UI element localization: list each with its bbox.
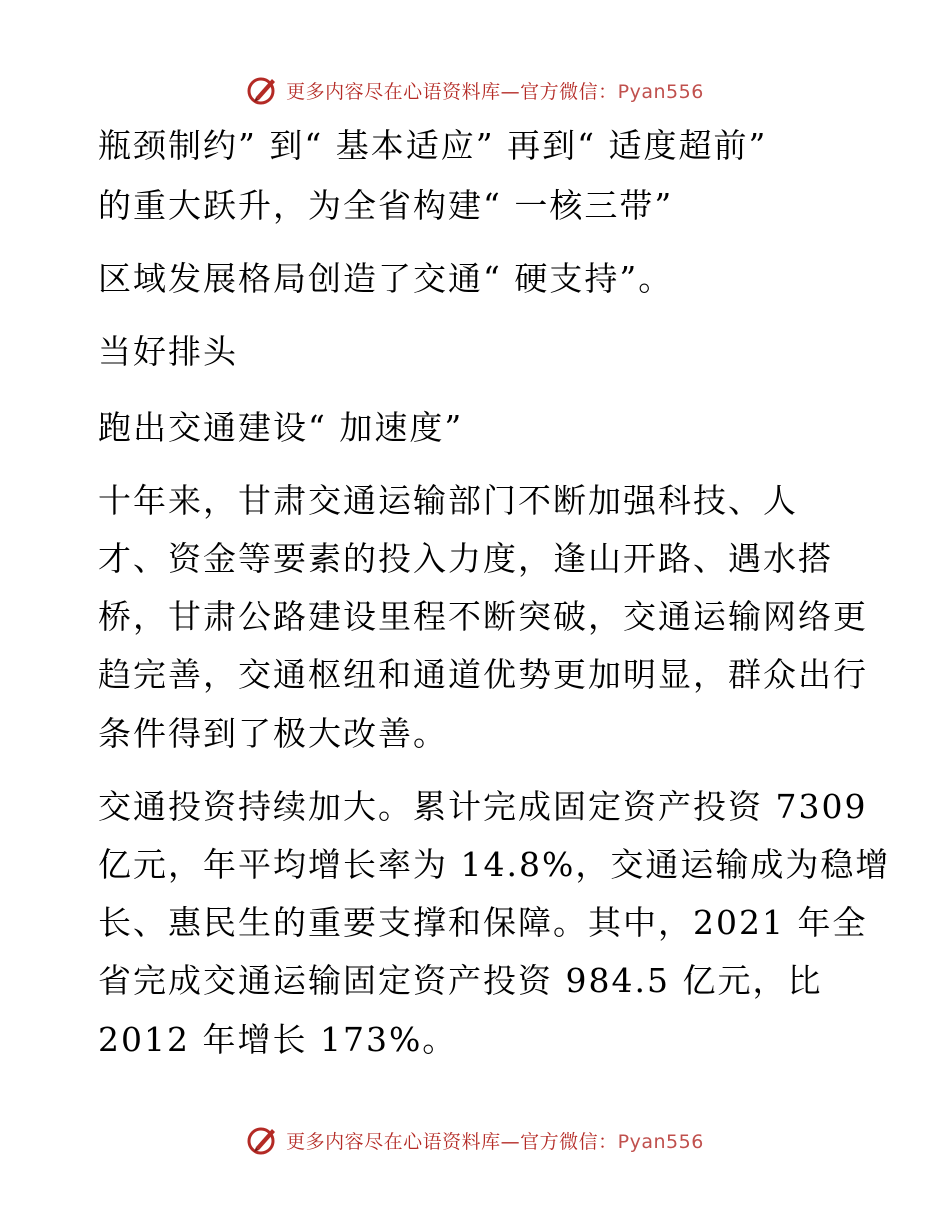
text-line: 瓶颈制约” 到“ 基本适应” 再到“ 适度超前” (98, 126, 768, 165)
text-line: 的重大跃升，为全省构建“ 一核三带” (98, 186, 674, 225)
footer-watermark-text: 更多内容尽在心语资料库—官方微信：Pyan556 (286, 1130, 704, 1153)
quill-pen-icon (246, 73, 280, 107)
quill-pen-icon (246, 1123, 280, 1157)
footer-watermark-banner (0, 1120, 950, 1160)
text-line: 长、惠民生的重要支撑和保障。其中，2021 年全 (98, 903, 868, 942)
header-watermark-text: 更多内容尽在心语资料库—官方微信：Pyan556 (286, 80, 704, 103)
text-line: 2012 年增长 173%。 (98, 1020, 458, 1059)
text-line: 条件得到了极大改善。 (98, 714, 448, 753)
text-line: 才、资金等要素的投入力度，逢山开路、遇水搭 (98, 539, 833, 578)
text-line: 区域发展格局创造了交通“ 硬支持”。 (98, 259, 674, 298)
section-heading: 跑出交通建设“ 加速度” (98, 408, 464, 447)
section-heading: 当好排头 (98, 332, 238, 371)
text-line: 省完成交通运输固定资产投资 984.5 亿元，比 (98, 961, 823, 1000)
text-line: 交通投资持续加大。累计完成固定资产投资 7309 (98, 787, 868, 826)
header-watermark-banner (0, 70, 950, 110)
text-line: 趋完善，交通枢纽和通道优势更加明显，群众出行 (98, 655, 868, 694)
text-line: 桥，甘肃公路建设里程不断突破，交通运输网络更 (98, 597, 868, 636)
text-line: 亿元，年平均增长率为 14.8%，交通运输成为稳增 (98, 845, 891, 884)
text-line: 十年来，甘肃交通运输部门不断加强科技、人 (98, 481, 798, 520)
